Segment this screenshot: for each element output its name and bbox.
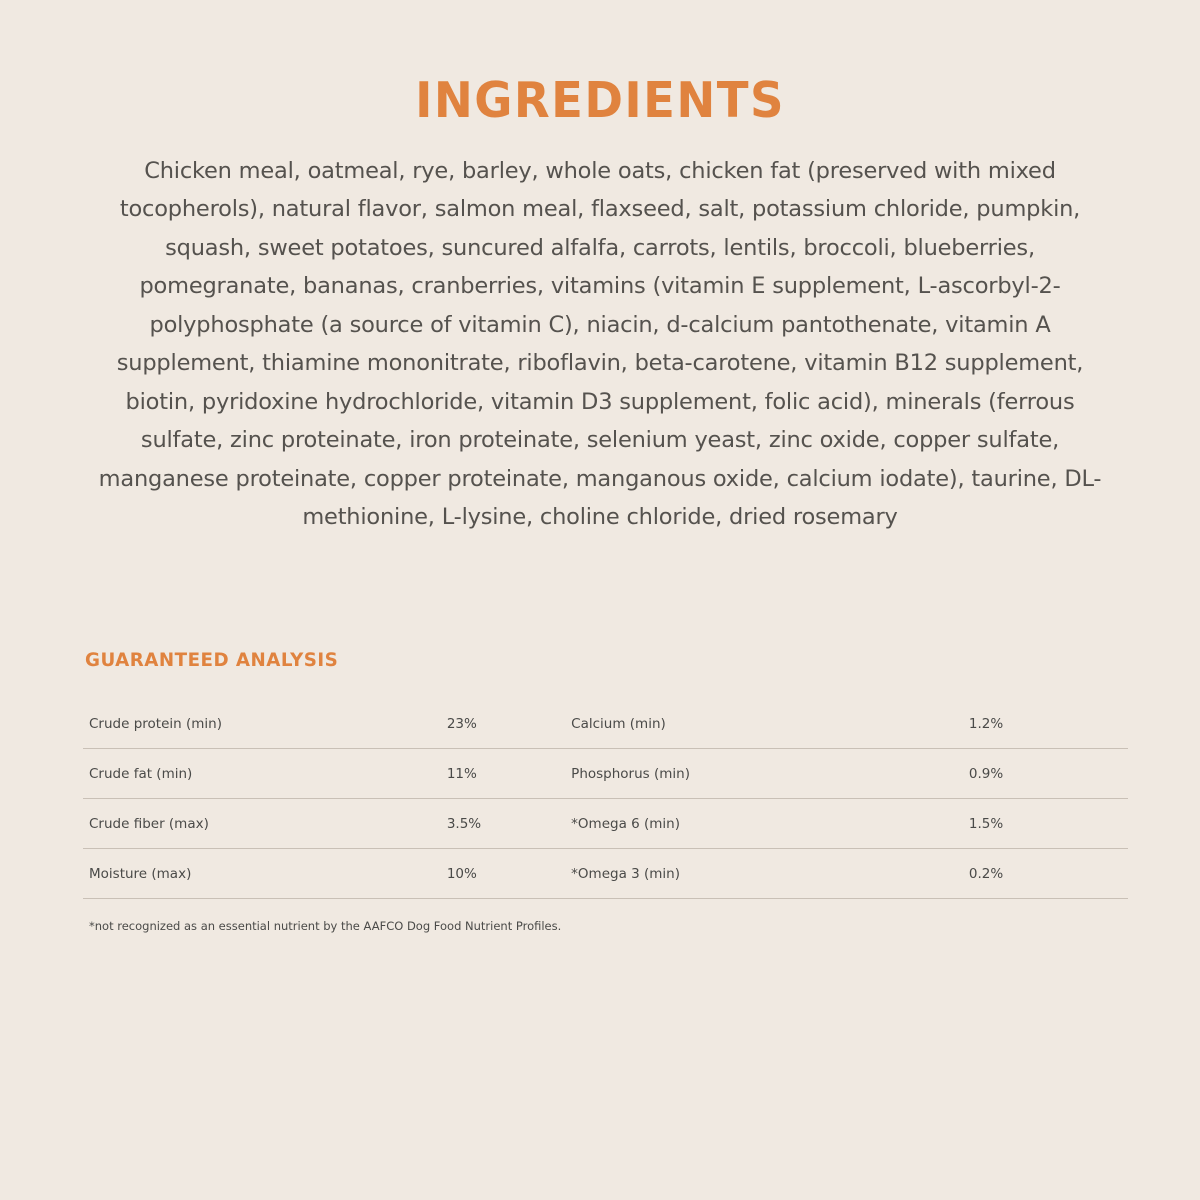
nutrient-value: 3.5%	[447, 798, 571, 848]
nutrient-value: 0.9%	[969, 748, 1128, 798]
nutrient-value: 10%	[447, 848, 571, 898]
page-title: INGREDIENTS	[415, 72, 785, 129]
nutrient-value: 1.5%	[969, 798, 1128, 848]
table-row	[83, 798, 1128, 848]
nutrient-label: Calcium (min)	[571, 699, 969, 749]
nutrient-label: *Omega 3 (min)	[571, 848, 969, 898]
nutrient-value: 23%	[447, 699, 571, 749]
table-row	[83, 848, 1128, 898]
guaranteed-analysis-table	[83, 699, 1128, 899]
nutrient-value: 0.2%	[969, 848, 1128, 898]
table-row	[83, 748, 1128, 798]
nutrient-value: 1.2%	[969, 699, 1128, 749]
nutrient-label: Phosphorus (min)	[571, 748, 969, 798]
nutrient-label: Crude fat (min)	[83, 748, 447, 798]
table-row	[83, 699, 1128, 749]
guaranteed-analysis-footnote: *not recognized as an essential nutrient by the AAFCO Dog Food Nutrient Profiles.	[89, 918, 562, 933]
guaranteed-analysis-heading: GUARANTEED ANALYSIS	[85, 648, 339, 671]
nutrient-label: Moisture (max)	[83, 848, 447, 898]
nutrient-label: Crude protein (min)	[83, 699, 447, 749]
ingredients-paragraph: Chicken meal, oatmeal, rye, barley, whole oats, chicken fat (preserved with mixed tocopherols), natural flavor, salmon meal, flaxseed, salt, potassium chloride, pumpkin, squash, sweet potatoes, suncured alfalfa, carrots, lentils, broccoli, blueberries, pomegranate, bananas, cranberries, vitamins (vitamin E supplement, L-ascorbyl-2-polyphosphate (a source of vitamin C), niacin, d-calcium pantothenate, vitamin A supplement, thiamine mononitrate, riboflavin, beta-carotene, vitamin B12 supplement, biotin, pyridoxine hydrochloride, vitamin D3 supplement, folic acid), minerals (ferrous sulfate, zinc proteinate, iron proteinate, selenium yeast, zinc oxide, copper sulfate, manganese proteinate, copper proteinate, manganous oxide, calcium iodate), taurine, DL-methionine, L-lysine, choline chloride, dried rosemary	[98, 157, 1102, 530]
nutrient-value: 11%	[447, 748, 571, 798]
nutrient-label: Crude fiber (max)	[83, 798, 447, 848]
nutrient-label: *Omega 6 (min)	[571, 798, 969, 848]
